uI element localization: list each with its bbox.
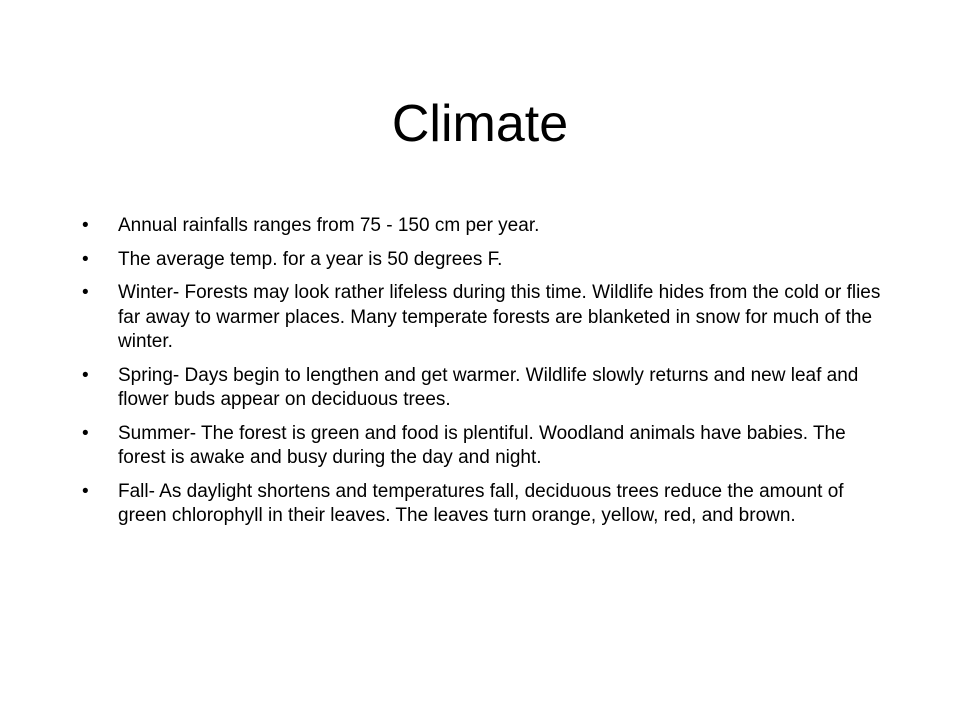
bullet-item-winter: [82, 281, 882, 355]
bullet-text: Winter- Forests may look rather lifeless during this time. Wildlife hides from the cold or flies far away to warmer places. Many temperate forests are blanketed in snow for much of the winter.: [118, 282, 881, 352]
bullet-item-spring: [82, 364, 882, 413]
bullet-item-fall: [82, 480, 882, 529]
bullet-text: Annual rainfalls ranges from 75 - 150 cm per year.: [118, 215, 540, 236]
bullet-text: Fall- As daylight shortens and temperatures fall, deciduous trees reduce the amount of green chlorophyll in their leaves. The leaves turn orange, yellow, red, and brown.: [118, 480, 844, 526]
bullet-text: The average temp. for a year is 50 degrees F.: [118, 248, 503, 270]
bullet-icon: •: [82, 480, 89, 502]
bullet-list: [82, 214, 882, 538]
bullet-icon: •: [82, 422, 89, 444]
slide-title: Climate: [391, 95, 569, 153]
bullet-item-rainfall: [82, 214, 882, 239]
bullet-item-summer: [82, 422, 882, 471]
bullet-item-temperature: [82, 248, 882, 273]
bullet-icon: •: [82, 215, 89, 236]
bullet-icon: •: [82, 282, 89, 303]
bullet-text: Summer- The forest is green and food is plentiful. Woodland animals have babies. The forest is awake and busy during the day and night.: [118, 422, 846, 468]
bullet-icon: •: [82, 364, 89, 386]
bullet-text: Spring- Days begin to lengthen and get warmer. Wildlife slowly returns and new leaf and flower buds appear on deciduous trees.: [118, 364, 859, 410]
bullet-icon: •: [82, 248, 89, 270]
